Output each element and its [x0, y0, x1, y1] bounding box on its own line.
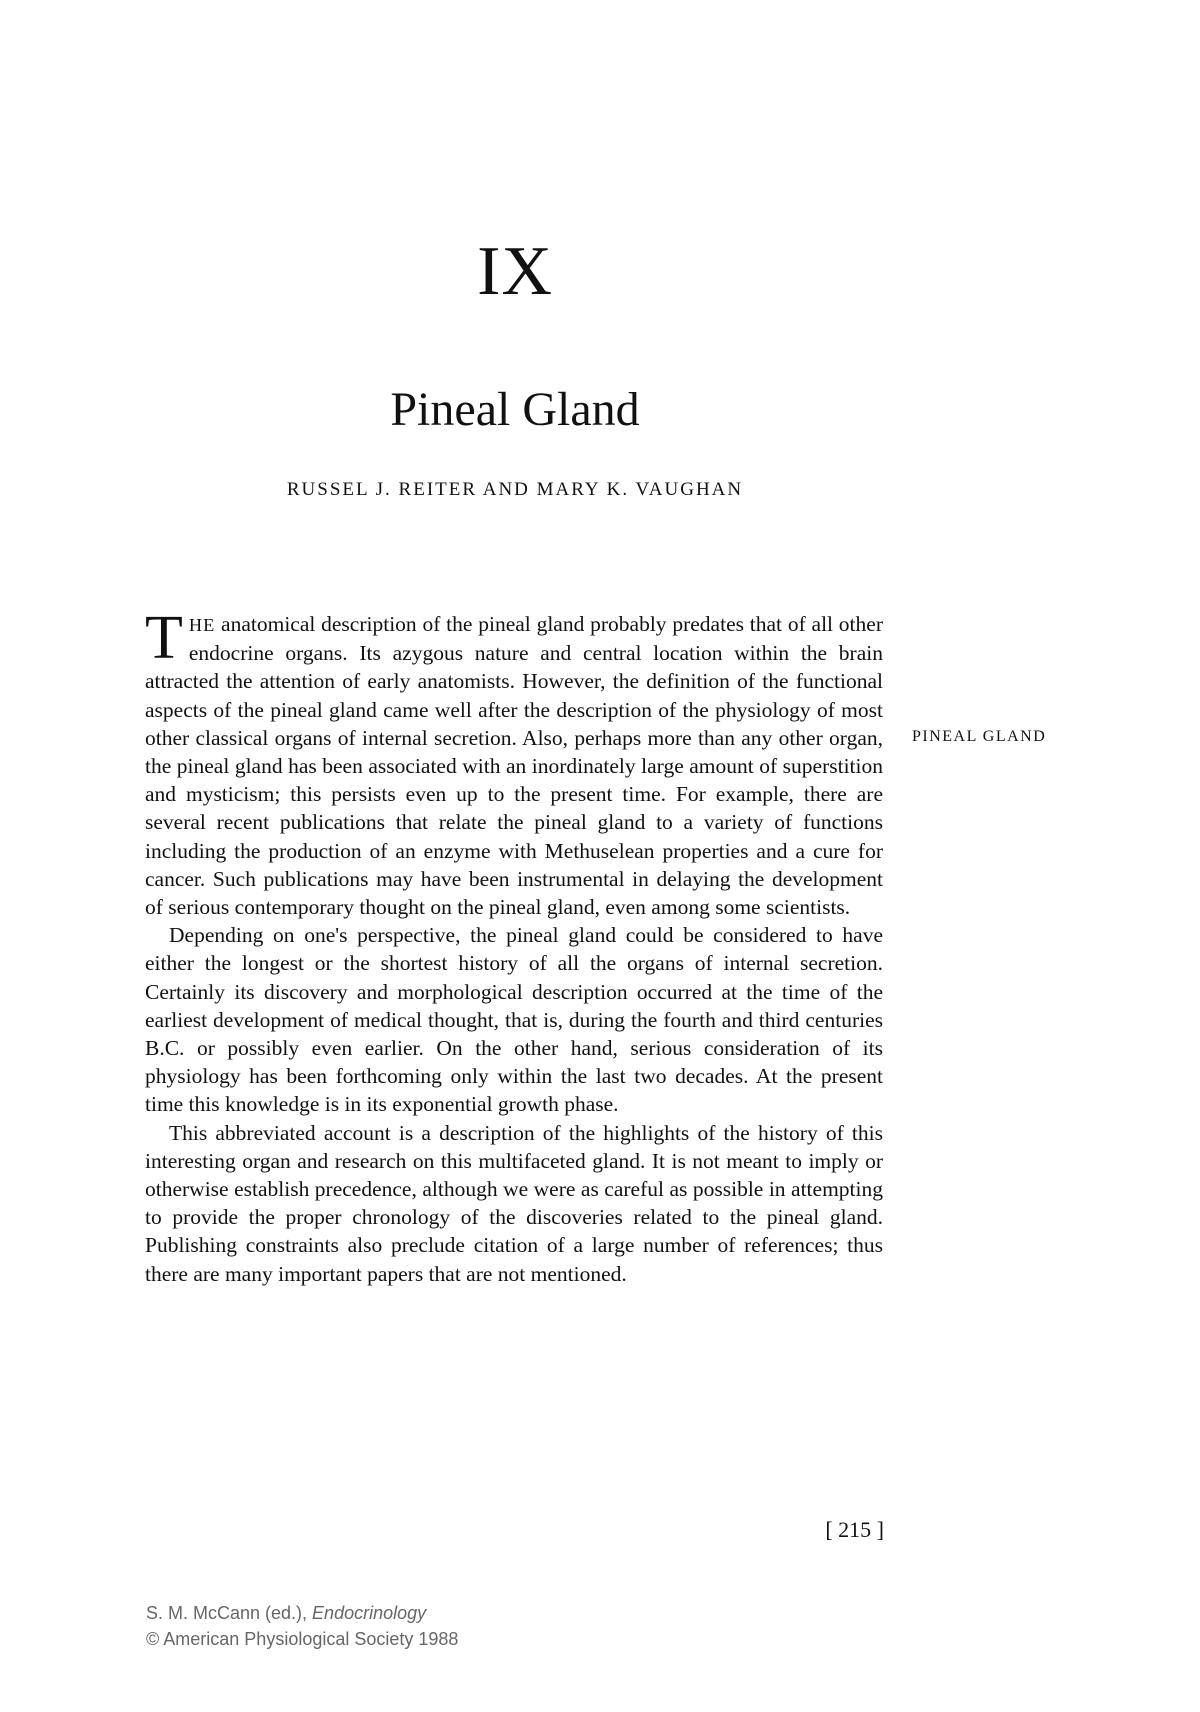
- footer-citation: [146, 1600, 458, 1626]
- footer-book-title: Endocrinology: [312, 1603, 427, 1623]
- page-number: [ 215 ]: [825, 1517, 884, 1542]
- paragraph-1-text: anatomical description of the pineal gland probably predates that of all other endocrine organs. Its azygous nature and central location within the brain attracted the attention of early anatomists. However, the definition of the functional aspects of the pineal gland came well after the description of the physiology of most other classical organs of internal secretion. Also, perhaps more than any other organ, the pineal gland has been associated with an inordinately large amount of superstition and mysticism; this persists even up to the present time. For example, there are several recent publications that relate the pineal gland to a variety of functions including the production of an enzyme with Methuselean properties and a cure for cancer. Such publications may have been instrumental in delaying the development of serious contemporary thought on the pineal gland, even among some scientists.: [145, 612, 883, 920]
- paragraph-2: Depending on one's perspective, the pineal gland could be considered to have either the longest or the shortest history of all the organs of internal secretion. Certainly its discovery and morphological description occurred at the time of the earliest development of medical thought, that is, during the fourth and third centuries B.C. or possibly even earlier. On the other hand, serious consideration of its physiology has been forthcoming only within the last two decades. At the present time this knowledge is in its exponential growth phase.: [145, 923, 883, 1117]
- footer-copyright: © American Physiological Society 1988: [146, 1629, 459, 1649]
- margin-note: PINEAL GLAND: [912, 728, 1047, 745]
- chapter-number: IX: [477, 233, 553, 310]
- paragraph-1: [145, 604, 883, 921]
- drop-cap: T: [145, 604, 183, 672]
- paragraph-1-lead: HE: [188, 615, 216, 635]
- paragraph-3: This abbreviated account is a description of the highlights of the history of this interesting organ and research on this multifaceted gland. It is not meant to imply or otherwise establish precedence, although we were as careful as possible in attempting to provide the proper chronology of the discoveries related to the pineal gland. Publishing constraints also preclude citation of a large number of references; thus there are many important papers that are not mentioned.: [145, 1120, 883, 1286]
- chapter-body: [145, 604, 883, 1288]
- footer: [146, 1600, 458, 1652]
- chapter-authors: RUSSEL J. REITER AND MARY K. VAUGHAN: [286, 479, 744, 500]
- chapter-title: Pineal Gland: [390, 383, 640, 436]
- footer-editor: S. M. McCann (ed.),: [146, 1603, 313, 1623]
